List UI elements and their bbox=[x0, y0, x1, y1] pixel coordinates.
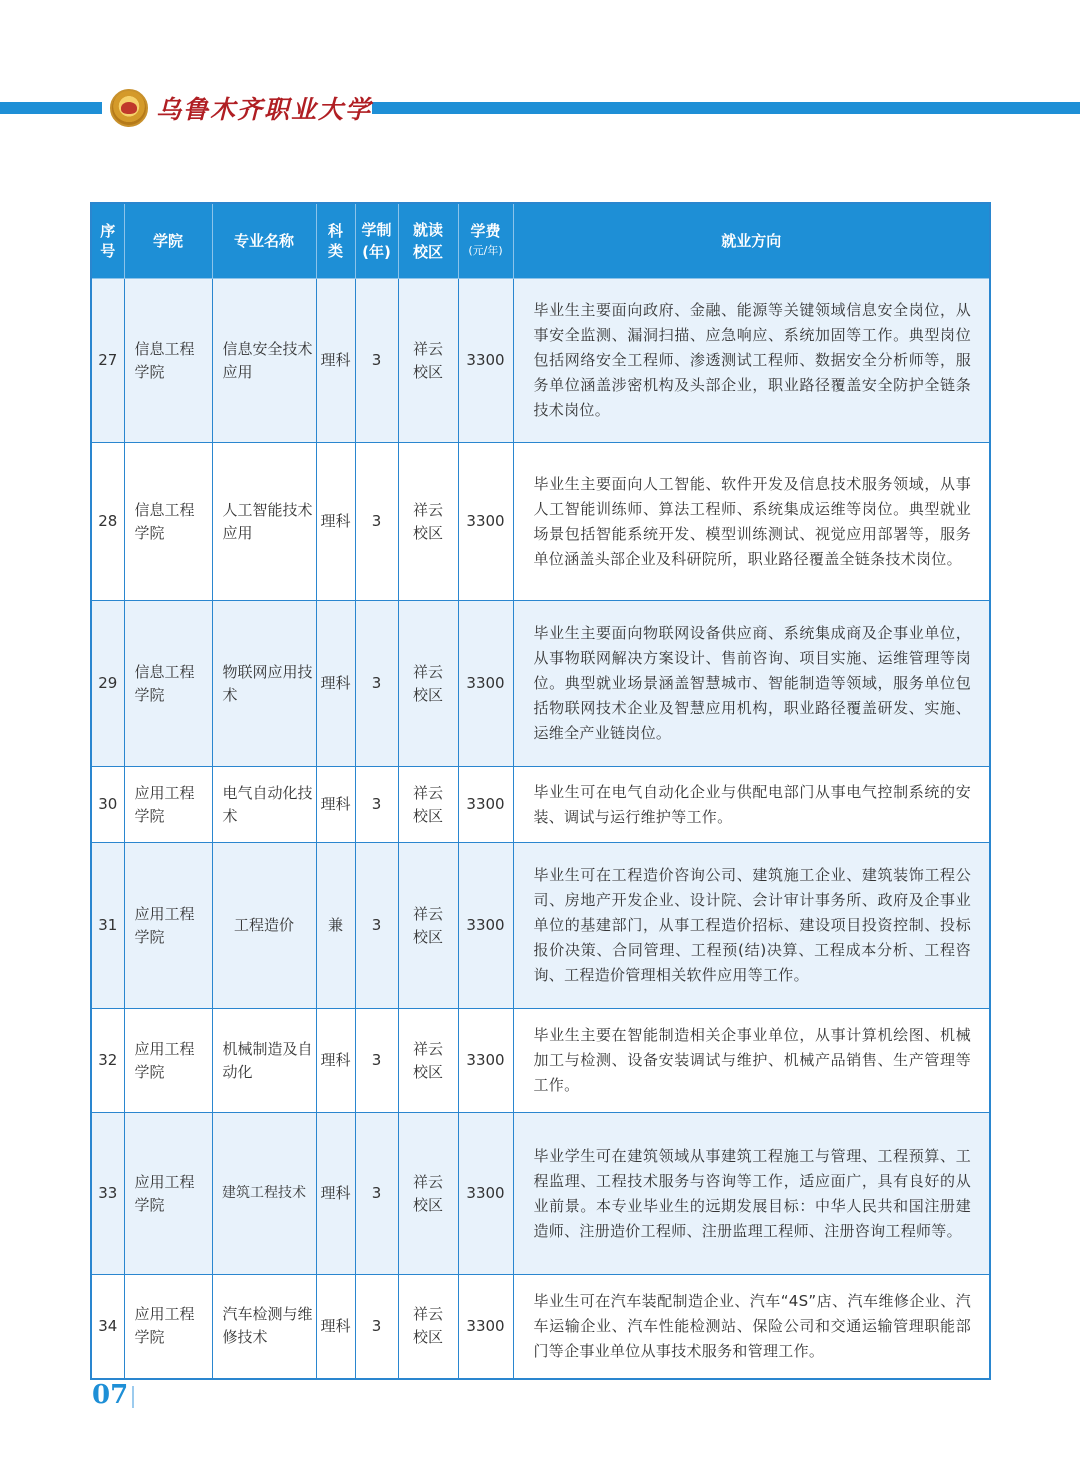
cell-fee: 3300 bbox=[458, 1113, 513, 1275]
cell-category: 兼 bbox=[316, 843, 355, 1009]
cell-career: 毕业生可在工程造价咨询公司、建筑施工企业、建筑装饰工程公司、房地产开发企业、设计院、会计审计事务所、政府及企事业单位的基建部门，从事工程造价招标、建设项目投资控制、投标报价决策、合同管理、工程预(结)决算、工程成本分析、工程咨询、工程造价管理相关软件应用等工作。 bbox=[513, 843, 990, 1009]
cell-college: 信息工程学院 bbox=[124, 601, 212, 767]
page-number-divider bbox=[132, 1386, 134, 1408]
fee-unit: (元/年) bbox=[468, 244, 503, 257]
table-row bbox=[91, 443, 990, 601]
cell-career: 毕业生主要面向人工智能、软件开发及信息技术服务领域，从事人工智能训练师、算法工程师、系统集成运维等岗位。典型就业场景包括智能系统开发、模型训练测试、视觉应用部署等，服务单位涵盖头部企业及科研院所，职业路径覆盖全链条技术岗位。 bbox=[513, 443, 990, 601]
table-row bbox=[91, 1275, 990, 1379]
cell-major: 人工智能技术应用 bbox=[212, 443, 316, 601]
cell-college: 应用工程学院 bbox=[124, 1113, 212, 1275]
cell-campus: 祥云校区 bbox=[398, 601, 458, 767]
cell-career: 毕业生主要面向政府、金融、能源等关键领域信息安全岗位，从事安全监测、漏洞扫描、应急响应、系统加固等工作。典型岗位包括网络安全工程师、渗透测试工程师、数据安全分析师等，服务单位涵盖涉密机构及头部企业，职业路径覆盖安全防护全链条技术岗位。 bbox=[513, 279, 990, 443]
page-number: 07 bbox=[92, 1380, 129, 1410]
cell-campus: 祥云校区 bbox=[398, 1113, 458, 1275]
cell-index: 27 bbox=[91, 279, 124, 443]
col-header-fee: 学费 (元/年) bbox=[458, 203, 513, 279]
cell-duration: 3 bbox=[355, 601, 398, 767]
cell-index: 28 bbox=[91, 443, 124, 601]
cell-duration: 3 bbox=[355, 843, 398, 1009]
cell-major: 机械制造及自动化 bbox=[212, 1009, 316, 1113]
cell-campus: 祥云校区 bbox=[398, 1275, 458, 1379]
cell-career: 毕业生可在电气自动化企业与供配电部门从事电气控制系统的安装、调试与运行维护等工作。 bbox=[513, 767, 990, 843]
cell-fee: 3300 bbox=[458, 601, 513, 767]
cell-major: 物联网应用技术 bbox=[212, 601, 316, 767]
cell-duration: 3 bbox=[355, 443, 398, 601]
cell-category: 理科 bbox=[316, 1009, 355, 1113]
cell-category: 理科 bbox=[316, 443, 355, 601]
table-row bbox=[91, 767, 990, 843]
cell-index: 31 bbox=[91, 843, 124, 1009]
cell-major: 电气自动化技术 bbox=[212, 767, 316, 843]
cell-duration: 3 bbox=[355, 1113, 398, 1275]
school-name: 乌鲁木齐职业大学 bbox=[156, 95, 373, 124]
col-header-college: 学院 bbox=[124, 203, 212, 279]
cell-category: 理科 bbox=[316, 601, 355, 767]
cell-major: 建筑工程技术 bbox=[212, 1113, 316, 1275]
cell-index: 29 bbox=[91, 601, 124, 767]
col-header-career: 就业方向 bbox=[513, 203, 990, 279]
cell-career: 毕业生主要在智能制造相关企事业单位，从事计算机绘图、机械加工与检测、设备安装调试与维护、机械产品销售、生产管理等工作。 bbox=[513, 1009, 990, 1113]
cell-fee: 3300 bbox=[458, 767, 513, 843]
cell-duration: 3 bbox=[355, 767, 398, 843]
cell-career: 毕业学生可在建筑领域从事建筑工程施工与管理、工程预算、工程监理、工程技术服务与咨询等工作，适应面广，具有良好的从业前景。本专业毕业生的远期发展目标：中华人民共和国注册建造师、注册造价工程师、注册监理工程师、注册咨询工程师等。 bbox=[513, 1113, 990, 1275]
cell-index: 33 bbox=[91, 1113, 124, 1275]
cell-major: 工程造价 bbox=[212, 843, 316, 1009]
table-row bbox=[91, 601, 990, 767]
cell-category: 理科 bbox=[316, 767, 355, 843]
cell-career: 毕业生可在汽车装配制造企业、汽车“4S”店、汽车维修企业、汽车运输企业、汽车性能检测站、保险公司和交通运输管理职能部门等企事业单位从事技术服务和管理工作。 bbox=[513, 1275, 990, 1379]
cell-college: 应用工程学院 bbox=[124, 1275, 212, 1379]
header-bar-left bbox=[0, 102, 102, 114]
cell-career: 毕业生主要面向物联网设备供应商、系统集成商及企事业单位，从事物联网解决方案设计、售前咨询、项目实施、运维管理等岗位。典型就业场景涵盖智慧城市、智能制造等领域，服务单位包括物联网技术企业及智慧应用机构，职业路径覆盖研发、实施、运维全产业链岗位。 bbox=[513, 601, 990, 767]
cell-campus: 祥云校区 bbox=[398, 767, 458, 843]
cell-index: 30 bbox=[91, 767, 124, 843]
col-header-category: 科类 bbox=[316, 203, 355, 279]
col-header-campus: 就读校区 bbox=[398, 203, 458, 279]
school-logo bbox=[110, 88, 372, 128]
cell-fee: 3300 bbox=[458, 1009, 513, 1113]
cell-campus: 祥云校区 bbox=[398, 443, 458, 601]
cell-major: 汽车检测与维修技术 bbox=[212, 1275, 316, 1379]
cell-college: 应用工程学院 bbox=[124, 1009, 212, 1113]
university-emblem-icon bbox=[110, 89, 148, 127]
col-header-index: 序号 bbox=[91, 203, 124, 279]
cell-major: 信息安全技术应用 bbox=[212, 279, 316, 443]
header-bar-right bbox=[372, 102, 1080, 114]
cell-fee: 3300 bbox=[458, 1275, 513, 1379]
cell-category: 理科 bbox=[316, 279, 355, 443]
cell-fee: 3300 bbox=[458, 279, 513, 443]
cell-category: 理科 bbox=[316, 1275, 355, 1379]
cell-college: 应用工程学院 bbox=[124, 767, 212, 843]
cell-college: 信息工程学院 bbox=[124, 443, 212, 601]
cell-campus: 祥云校区 bbox=[398, 279, 458, 443]
cell-fee: 3300 bbox=[458, 843, 513, 1009]
table-row bbox=[91, 1009, 990, 1113]
cell-category: 理科 bbox=[316, 1113, 355, 1275]
cell-college: 信息工程学院 bbox=[124, 279, 212, 443]
cell-fee: 3300 bbox=[458, 443, 513, 601]
col-header-duration: 学制(年) bbox=[355, 203, 398, 279]
table-row bbox=[91, 843, 990, 1009]
cell-college: 应用工程学院 bbox=[124, 843, 212, 1009]
table-header-row bbox=[91, 203, 990, 279]
col-header-major: 专业名称 bbox=[212, 203, 316, 279]
cell-duration: 3 bbox=[355, 279, 398, 443]
cell-campus: 祥云校区 bbox=[398, 843, 458, 1009]
cell-duration: 3 bbox=[355, 1009, 398, 1113]
majors-table-wrapper bbox=[90, 202, 989, 1380]
cell-duration: 3 bbox=[355, 1275, 398, 1379]
cell-campus: 祥云校区 bbox=[398, 1009, 458, 1113]
cell-index: 34 bbox=[91, 1275, 124, 1379]
majors-table bbox=[90, 202, 991, 1380]
table-row bbox=[91, 1113, 990, 1275]
cell-index: 32 bbox=[91, 1009, 124, 1113]
table-row bbox=[91, 279, 990, 443]
